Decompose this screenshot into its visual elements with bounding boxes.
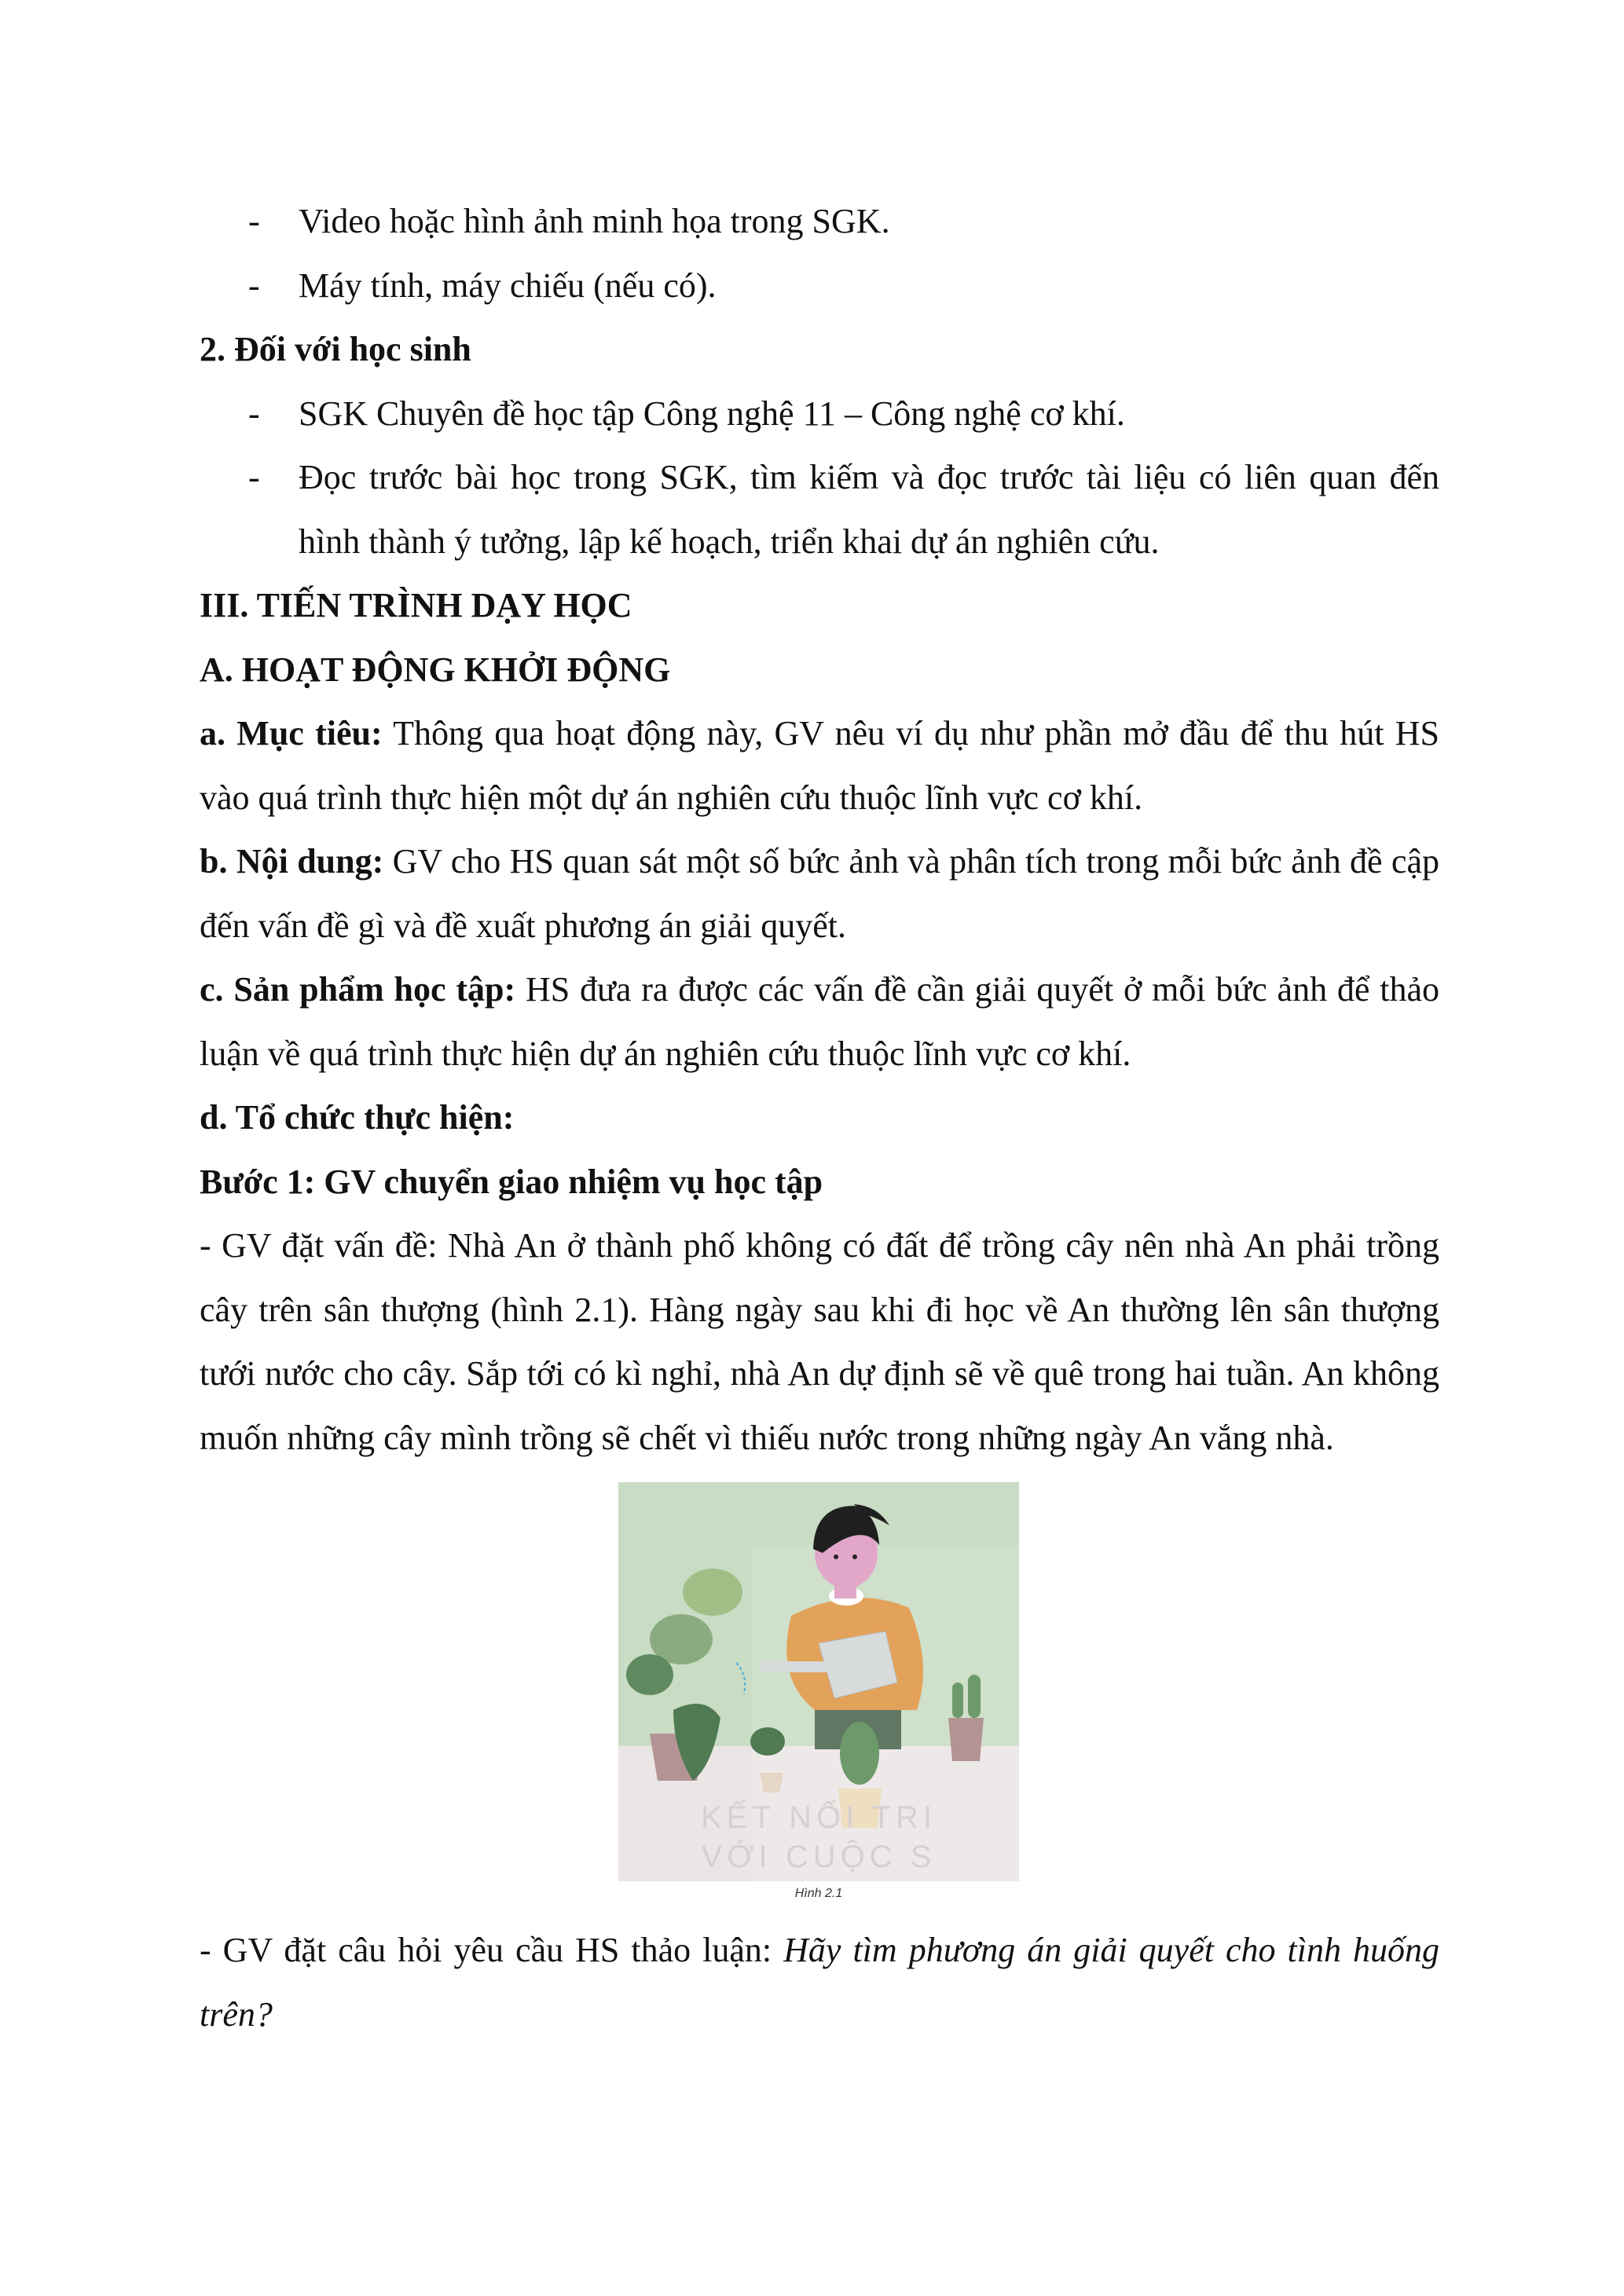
section-heading: III. TIẾN TRÌNH DẠY HỌC (200, 586, 632, 624)
content-label: b. Nội dung: (200, 842, 384, 881)
watermark-logo-2: VỚI CUỘC S (701, 1840, 937, 1874)
list-item-text: Máy tính, máy chiếu (nếu có). (299, 265, 717, 305)
figure-caption: Hình 2.1 (794, 1887, 843, 1900)
list-item (200, 382, 1439, 446)
question-text: Hãy tìm phương án giải quyết cho tình huống trên? (200, 1931, 1439, 2034)
product-paragraph (200, 958, 1439, 1086)
content-text: GV cho HS quan sát một số bức ảnh và phân tích trong mỗi bức ảnh đề cập đến vấn đề gì và đề xuất phương án giải quyết. (200, 842, 1439, 945)
bullet-dash: - (248, 265, 260, 305)
step1-heading: Bước 1: GV chuyển giao nhiệm vụ học tập (200, 1162, 823, 1201)
list-item-text: SGK Chuyên đề học tập Công nghệ 11 – Công nghệ cơ khí. (299, 394, 1125, 433)
student-heading: 2. Đối với học sinh (200, 330, 471, 368)
bullet-dash: - (248, 202, 260, 240)
product-text: HS đưa ra được các vấn đề cần giải quyết ở mỗi bức ảnh để thảo luận về quá trình thực hiện dự án nghiên cứu thuộc lĩnh vực cơ khí. (200, 970, 1440, 1073)
organize-heading: d. Tổ chức thực hiện: (200, 1098, 515, 1137)
goal-paragraph (200, 701, 1439, 829)
list-item (200, 445, 1439, 573)
list-item (200, 189, 1439, 254)
goal-text: Thông qua hoạt động này, GV nêu ví dụ như phần mở đầu để thu hút HS vào quá trình thực hiện một dự án nghiên cứu thuộc lĩnh vực cơ khí. (200, 714, 1440, 817)
product-label: c. Sản phẩm học tập: (200, 970, 516, 1009)
list-item-text: Đọc trước bài học trong SGK, tìm kiếm và đọc trước tài liệu có liên quan đến hình thành ý tưởng, lập kế hoạch, triển khai dự án nghiên cứu. (299, 458, 1439, 561)
figure-watering-plants (618, 1482, 1019, 1903)
watermark-logo: KẾT NỐI TRI (700, 1800, 937, 1835)
goal-label: a. Mục tiêu: (200, 714, 383, 753)
question-prefix: - GV đặt câu hỏi yêu cầu HS thảo luận: (200, 1931, 784, 1969)
question-paragraph (200, 1918, 1439, 2046)
document-body (200, 189, 1439, 2046)
content-paragraph (200, 829, 1439, 958)
problem-paragraph: - GV đặt vấn đề: Nhà An ở thành phố không có đất để trồng cây nên nhà An phải trồng cây trên sân thượng (hình 2.1). Hàng ngày sau khi đi học về An thường lên sân thượng tưới nước cho cây. Sắp tới có kì nghỉ, nhà An dự định sẽ về quê trong hai tuần. An không muốn những cây mình trồng sẽ chết vì thiếu nước trong những ngày An vắng nhà. (200, 1226, 1439, 1457)
bullet-dash: - (248, 458, 260, 496)
bullet-dash: - (248, 394, 260, 433)
list-item-text: Video hoặc hình ảnh minh họa trong SGK. (299, 202, 890, 240)
activity-heading: A. HOẠT ĐỘNG KHỞI ĐỘNG (200, 650, 671, 689)
illustration-image (618, 1482, 1019, 1903)
list-item (200, 254, 1439, 318)
